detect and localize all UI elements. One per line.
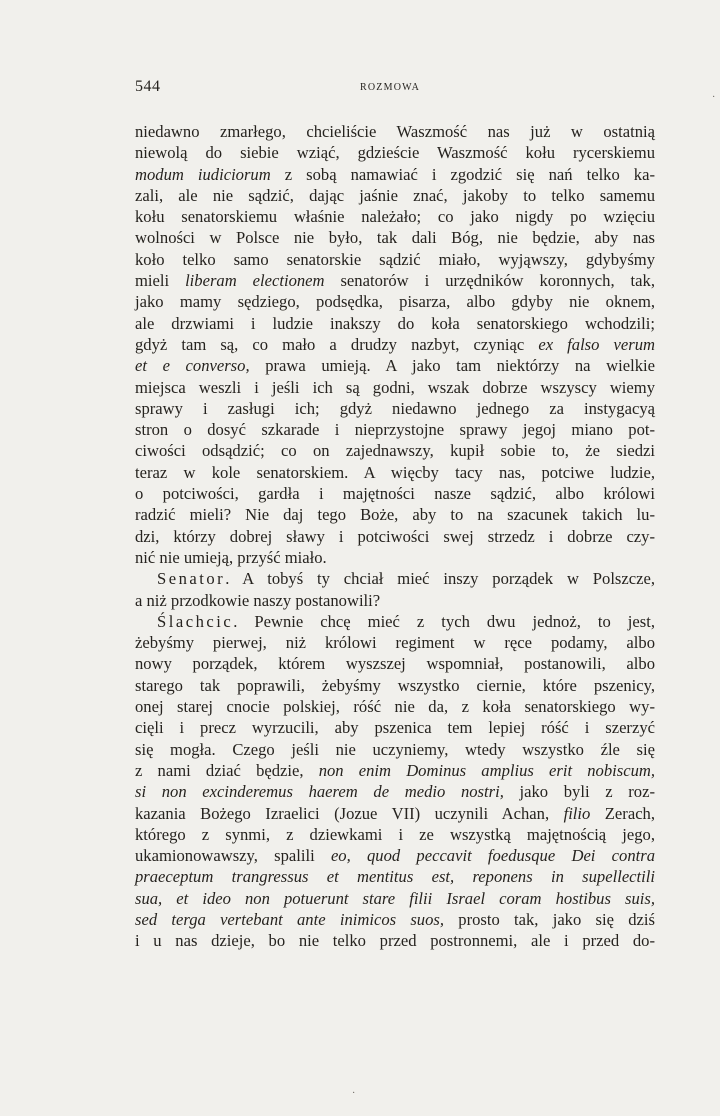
- text-segment: ciwości odsądzić; co on zajednawszy, kupił sobie to, że siedzi: [135, 441, 655, 461]
- speaker-name: Ślachcic: [157, 611, 234, 631]
- specks-decoration: ·: [352, 1088, 356, 1099]
- specks-decoration: ·: [712, 92, 716, 103]
- text-line: [135, 675, 655, 696]
- text-segment: niewolą do siebie wziąć, gdzieście Waszmość kołu rycerskiemu: [135, 143, 655, 163]
- text-segment: stron o dosyć szkarade i nieprzystojne sprawy jegoj miano pot-: [135, 420, 655, 440]
- text-line: [135, 185, 655, 206]
- text-segment: kazania Bożego Izraelici (Jozue VII) uczynili Achan,: [135, 803, 564, 823]
- text-segment: którego z synmi, z dziewkami i ze wszystką majętnością jego,: [135, 824, 655, 844]
- text-line: [135, 249, 655, 270]
- text-line: [135, 504, 655, 525]
- text-line: [135, 717, 655, 738]
- text-segment: mieli: [135, 271, 186, 291]
- text-segment: onej starej cnocie polskiej, róść nie da, z koła senatorskiego wy-: [135, 697, 655, 717]
- italic-phrase: sed terga vertebant ante inimicos suos,: [135, 909, 444, 929]
- text-segment: z sobą namawiać i zgodzić się nań telko ka-: [270, 164, 655, 184]
- text-line: [135, 824, 655, 845]
- speaker-name: Senator: [157, 569, 226, 589]
- text-segment: nić nie umieją, przyść miało.: [135, 547, 327, 567]
- text-segment: prosto tak, jako się dziś: [444, 909, 655, 929]
- text-segment: niedawno zmarłego, chcieliście Waszmość nas już w ostatnią: [135, 122, 655, 141]
- text-line: [135, 760, 655, 781]
- text-segment: dzi, którzy dobrej sławy i potciwości swej strzedz i dobrze czy-: [135, 526, 655, 546]
- text-segment: i u nas dzieje, bo nie telko przed postronnemi, ale i przed do-: [135, 931, 655, 951]
- text-line: [135, 803, 655, 824]
- text-segment: się mogła. Czego jeśli nie uczyniemy, wtedy wszystko źle się: [135, 739, 655, 759]
- text-line: [135, 696, 655, 717]
- text-segment: o potciwości, gardła i majętności nasze sądzić, albo królowi: [135, 484, 655, 504]
- italic-phrase: eo, quod peccavit foedusque Dei contra: [330, 846, 655, 866]
- italic-phrase: modum iudiciorum: [135, 164, 271, 184]
- text-line: [135, 483, 655, 504]
- italic-phrase: filio: [563, 803, 591, 823]
- text-line: [135, 590, 655, 611]
- text-line: [135, 291, 655, 312]
- italic-phrase: si non excinderemus haerem de medio nostri,: [135, 782, 504, 802]
- text-segment: cięli i precz wyrzucili, aby pszenica tem lepiej róść i szerzyć: [135, 718, 655, 738]
- text-segment: prawa umieją. A jako tam niektórzy na wielkie: [249, 356, 655, 376]
- text-segment: starego tak poprawili, żebyśmy wszystko ciernie, które pszenicy,: [135, 675, 655, 695]
- text-segment: senatorów i urzędników koronnych, tak,: [324, 271, 655, 291]
- text-line: [135, 142, 655, 163]
- text-line: [135, 781, 655, 802]
- text-line: [135, 845, 655, 866]
- text-segment: zali, ale nie sądzić, dając jaśnie znać, jakoby to telko samemu: [135, 185, 655, 205]
- text-segment: sprawy i zasługi ich; gdyż niedawno jednego za instygacyą: [135, 398, 655, 418]
- text-line: [135, 866, 655, 887]
- italic-phrase: praeceptum trangressus et mentitus est, reponens in supellectili: [135, 867, 655, 887]
- text-segment: żebyśmy pierwej, niż królowi regiment w ręce podamy, albo: [135, 633, 655, 653]
- text-line: [135, 206, 655, 227]
- text-line: [135, 227, 655, 248]
- text-line: [135, 355, 655, 376]
- text-line: [135, 611, 655, 632]
- text-line: [135, 440, 655, 461]
- text-segment: . A tobyś ty chciał mieć inszy porządek w Polszcze,: [225, 569, 655, 589]
- text-line: [135, 334, 655, 355]
- text-line: [135, 930, 655, 951]
- running-head: ROZMOWA: [360, 82, 421, 93]
- text-line: [135, 121, 655, 142]
- italic-phrase: non enim Dominus amplius erit nobiscum,: [318, 760, 655, 780]
- text-line: [135, 888, 655, 909]
- text-segment: koło telko samo senatorskie sądzić miało, wyjąwszy, gdybyśmy: [135, 249, 655, 269]
- text-segment: nowy porządek, którem wyszszej wspomniał, postanowili, albo: [135, 654, 655, 674]
- italic-phrase: liberam electionem: [185, 271, 325, 291]
- text-segment: radzić mieli? Nie daj tego Boże, aby to na szacunek takich lu-: [135, 505, 655, 525]
- text-line: [135, 419, 655, 440]
- text-line: [135, 909, 655, 930]
- text-segment: jako byli z roz-: [503, 782, 655, 802]
- italic-phrase: sua, et ideo non potuerunt stare filii Israel coram hostibus suis,: [135, 888, 655, 908]
- text-segment: a niż przodkowie naszy postanowili?: [135, 590, 381, 610]
- text-segment: ale drzwiami i ludzie inakszy do koła senatorskiego wchodzili;: [135, 313, 655, 333]
- text-line: [135, 739, 655, 760]
- text-segment: kołu senatorskiemu właśnie należało; co jako nigdy po wzięciu: [135, 207, 655, 227]
- text-line: [135, 313, 655, 334]
- italic-phrase: et e converso,: [135, 356, 250, 376]
- text-segment: teraz w kole senatorskiem. A więcby tacy nas, potciwe ludzie,: [135, 462, 655, 482]
- text-segment: jako mamy sędziego, podsędka, pisarza, albo gdyby nie oknem,: [135, 292, 655, 312]
- italic-phrase: ex falso verum: [538, 334, 655, 354]
- text-line: [135, 164, 655, 185]
- text-line: [135, 568, 655, 589]
- text-segment: . Pewnie chcę mieć z tych dwu jednoż, to jest,: [233, 611, 655, 631]
- text-line: [135, 547, 655, 568]
- text-line: [135, 653, 655, 674]
- text-line: [135, 526, 655, 547]
- text-segment: ukamionowawszy, spalili: [135, 846, 331, 866]
- text-line: [135, 377, 655, 398]
- text-segment: z nami dziać będzie,: [135, 760, 319, 780]
- text-segment: wolności w Polsce nie było, tak dali Bóg, nie będzie, aby nas: [135, 228, 655, 248]
- text-line: [135, 462, 655, 483]
- text-line: [135, 398, 655, 419]
- text-line: [135, 270, 655, 291]
- text-segment: Zerach,: [590, 803, 656, 823]
- text-line: [135, 632, 655, 653]
- text-segment: miejsca weszli i jeśli ich są godni, wszak dobrze wszyscy wiemy: [135, 377, 655, 397]
- page-number: 544: [135, 78, 161, 95]
- text-segment: gdyż tam są, co mało a drudzy nazbyt, czyniąc: [135, 334, 539, 354]
- body-text: [135, 121, 655, 952]
